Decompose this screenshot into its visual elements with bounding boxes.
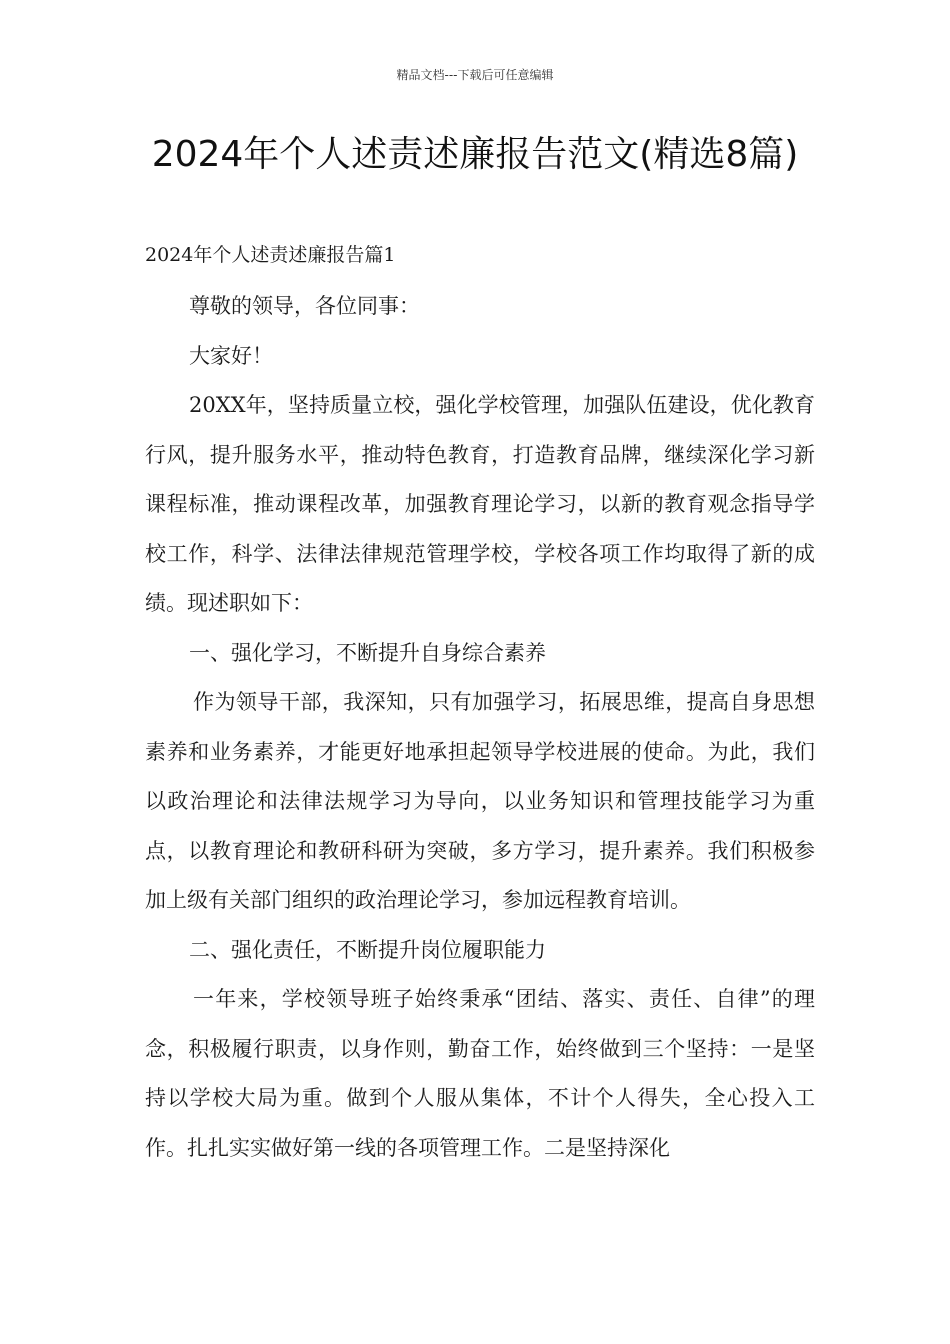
paragraph-intro: 20XX年，坚持质量立校，强化学校管理，加强队伍建设，优化教育行风，提升服务水平，推动特色教育，打造教育品牌，继续深化学习新课程标准，推动课程改革，加强教育理论学习，以新的教育观念指导学校工作，科学、法律法律规范管理学校，学校各项工作均取得了新的成绩。现述职如下：: [145, 393, 815, 615]
heading-two: 二、强化责任，不断提升岗位履职能力: [189, 937, 546, 962]
heading-one: 一、强化学习，不断提升自身综合素养: [189, 640, 546, 665]
greeting: 大家好！: [189, 343, 273, 368]
paragraph-study: 作为领导干部，我深知，只有加强学习，拓展思维，提高自身思想素养和业务素养，才能更好地承担起领导学校进展的使命。为此，我们以政治理论和法律法规学习为导向，以业务知识和管理技能学习为重点，以教育理论和教研科研为突破，多方学习，提升素养。我们积极参加上级有关部门组织的政治理论学习，参加远程教育培训。: [145, 690, 815, 912]
document-body: [145, 232, 815, 1173]
paragraph-responsibility: 一年来，学校领导班子始终秉承“团结、落实、责任、自律”的理念，积极履行职责，以身作则，勤奋工作，始终做到三个坚持：一是坚持以学校大局为重。做到个人服从集体，不计个人得失，全心投入工作。扎扎实实做好第一线的各项管理工作。二是坚持深化: [145, 987, 815, 1160]
salutation: 尊敬的领导，各位同事：: [189, 294, 420, 318]
header-note: 精品文档---下载后可任意编辑: [396, 68, 554, 82]
document-title: 2024年个人述责述廉报告范文(精选8篇): [151, 134, 799, 175]
section-title: 2024年个人述责述廉报告篇1: [145, 244, 396, 266]
